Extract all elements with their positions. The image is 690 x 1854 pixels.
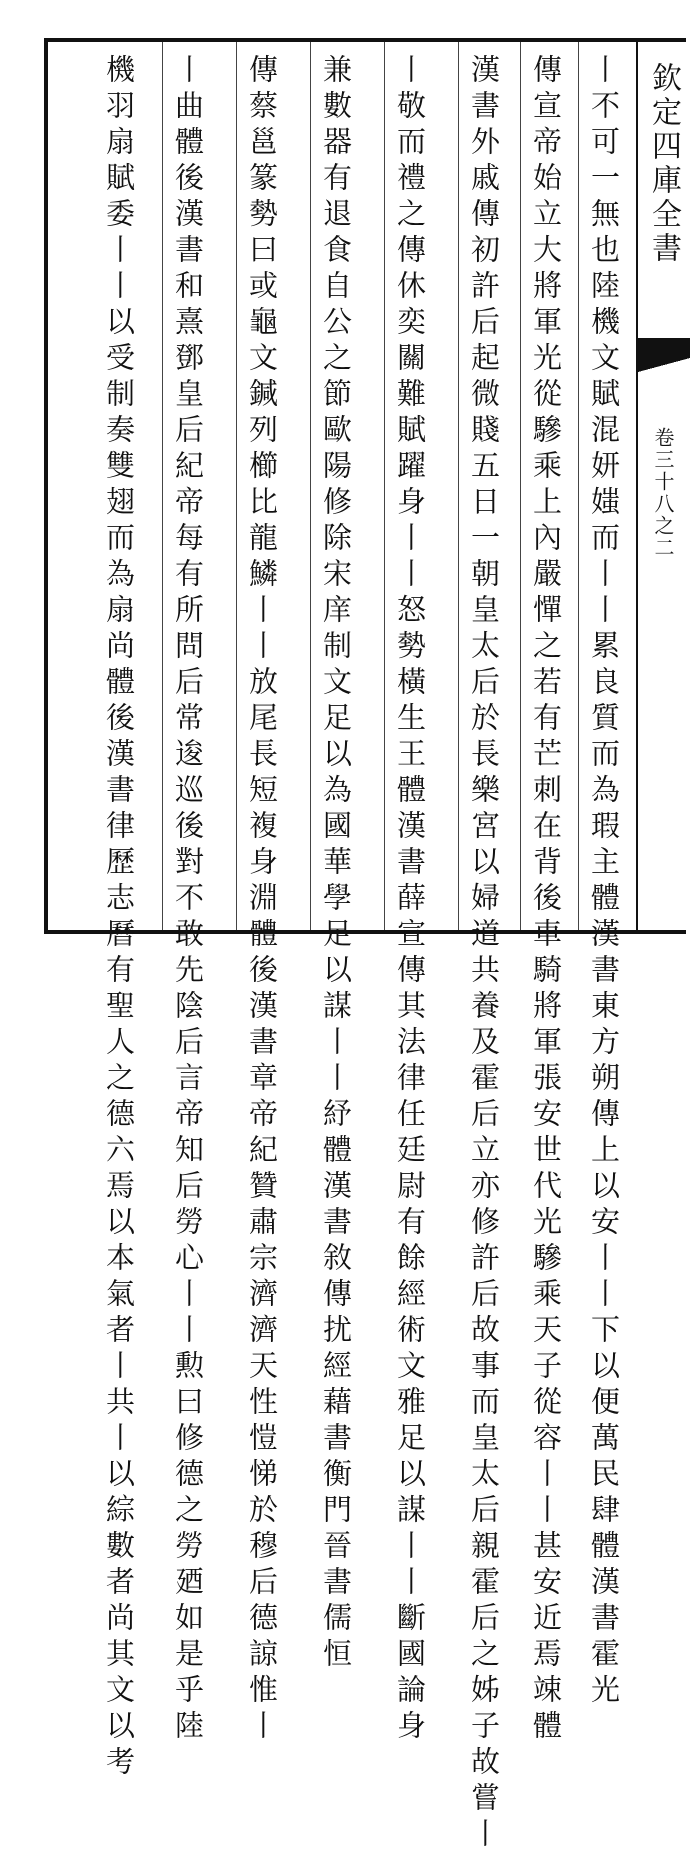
book-margin [636,42,690,930]
text-column-8: 機羽扇賦委丨丨以受制奏雙翅而為扇尚體後漢書律歷志曆有聖人之德六焉以本氣者丨共丨以綜數者尚其文以考 [102,54,136,1782]
volume-number: 卷三十八之二 [651,427,675,559]
text-column-1: 丨不可一無也陸機文賦混妍媸而丨丨累良質而為瑕主體漢書東方朔傳上以安丨丨下以便萬民肆體漢書霍光 [587,54,621,1710]
column-rule [458,42,459,930]
column-rule [162,42,163,930]
text-column-3: 漢書外戚傳初許后起微賤五日一朝皇太后於長樂宮以婦道共養及霍后立亦修許后故事而皇太后親霍后之姊子故嘗丨 [467,54,501,1854]
column-rule [520,42,521,930]
column-rule [236,42,237,930]
text-columns [48,42,636,1854]
column-rule [310,42,311,930]
text-column-6: 傳蔡邕篆勢曰或龜文鍼列櫛比龍鱗丨丨放尾長短複身淵體後漢書章帝紀贊肅宗濟濟天性愷悌於穆后德諒惟丨 [245,54,279,1746]
text-column-4: 丨敬而禮之傳休奕關難賦躍身丨丨怒勢橫生王體漢書薛宣傳其法律任廷尉有餘經術文雅足以謀丨丨斷國論身 [393,54,427,1746]
text-column-2: 傳宣帝始立大將軍光從驂乘上內嚴憚之若有芒刺在背後車騎將軍張安世代光驂乘天子從容丨丨甚安近焉竦體 [529,54,563,1746]
book-title: 欽定四庫全書 [646,62,681,266]
fish-tail-mark [638,338,690,358]
column-rule [578,42,579,930]
page-frame [44,38,686,1854]
text-column-5: 兼數器有退食自公之節歐陽修除宋庠制文足以為國華學足以謀丨丨紓體漢書敘傳扰經藉書衡門晉書儒恒 [319,54,353,1674]
column-rule [384,42,385,930]
text-column-7: 丨曲體後漢書和熹鄧皇后紀帝每有所問后常逡巡後對不敢先陰后言帝知后勞心丨丨勲曰修德之勞廼如是乎陸 [171,54,205,1746]
